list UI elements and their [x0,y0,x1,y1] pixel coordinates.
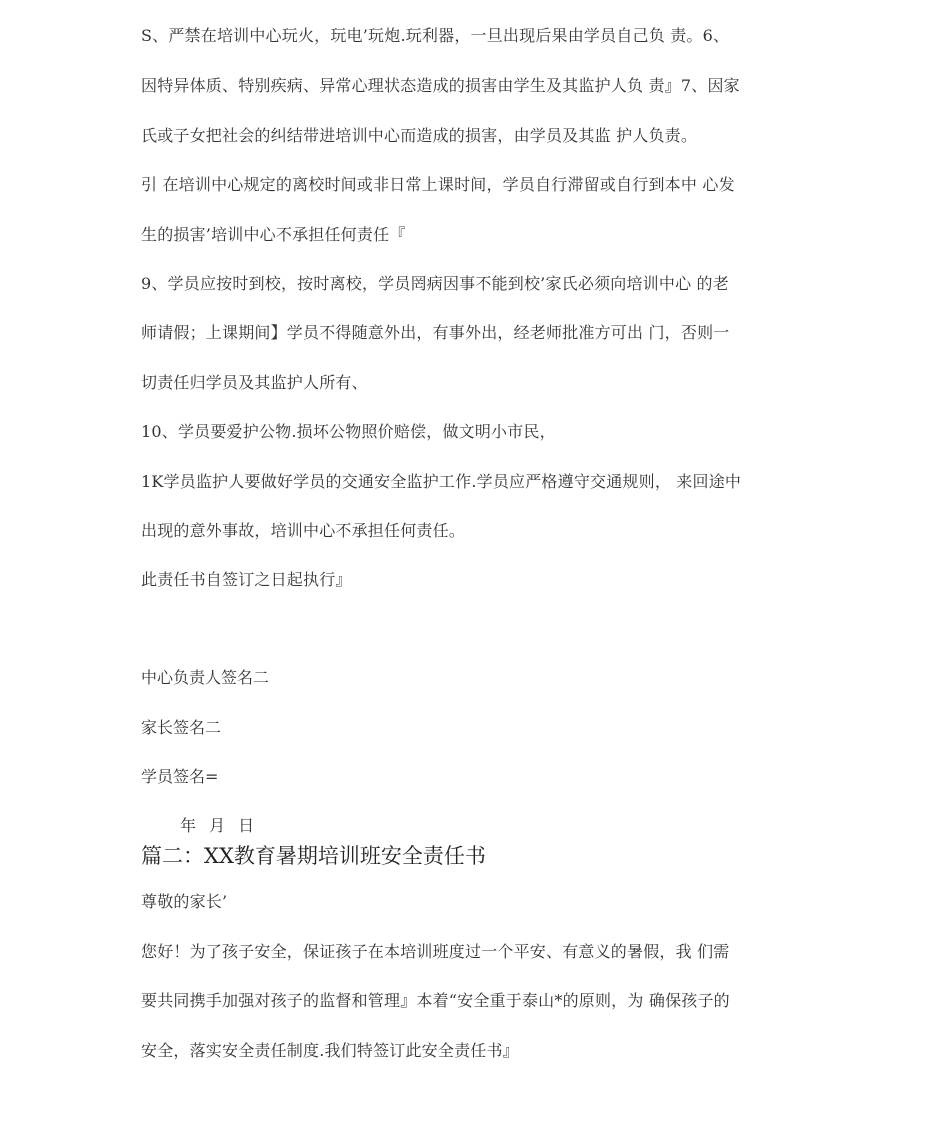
date-line: 年 月 日 [180,816,259,835]
body-line: 因特异体质、特别疾病、异常心理状态造成的损害由学生及其监护人负 责』7、因家 [141,76,740,95]
letter-body-line: 要共同携手加强对孩子的监督和管理』本着“安全重于泰山*的原则，为 确保孩子的 [141,991,730,1010]
parent-signature-line: 家长签名二 [141,718,222,737]
letter-salutation: 尊敬的家长’ [141,892,228,911]
body-line: S、严禁在培训中心玩火，玩电’玩炮.玩利器，一旦出现后果由学员自己负 责。6、 [141,26,730,45]
section-heading: 篇二：XX教育暑期培训班安全责任书 [141,844,486,868]
body-line: 氏或子女把社会的纠结带进培训中心而造成的损害，由学员及其监 护人负责。 [141,126,698,145]
body-line: 10、学员要爱护公物.损坏公物照价赔偿，做文明小市民， [141,422,556,441]
body-line: 9、学员应按时到校，按时离校，学员罔病因事不能到校’家氏必须向培训中心 的老 [141,274,729,293]
letter-body-line: 您好！为了孩子安全，保证孩子在本培训班度过一个平安、有意义的暑假，我 们需 [141,942,730,961]
body-line: 引 在培训中心规定的离校时间或非日常上课时间，学员自行滞留或自行到本中 心发 [141,175,735,194]
body-line: 出现的意外事故，培训中心不承担任何责任。 [141,521,466,540]
body-line: 切责任归学员及其监护人所有、 [141,373,368,392]
center-head-signature-line: 中心负责人签名二 [141,668,270,687]
body-line: 师请假；上课期间】学员不得随意外出，有事外出，经老师批准方可出 门，否则一 [141,323,730,342]
student-signature-line: 学员签名= [141,767,219,786]
letter-body-line: 安全，落实安全责任制度.我们特签订此安全责任书』 [141,1041,519,1060]
body-line: 1K学员监护人要做好学员的交通安全监护工作.学员应严格遵守交通规则， 来回途中 [141,472,742,491]
body-line: 生的损害’培训中心不承担任何责任『 [141,225,406,244]
body-line: 此责任书自签订之日起执行』 [141,570,352,589]
